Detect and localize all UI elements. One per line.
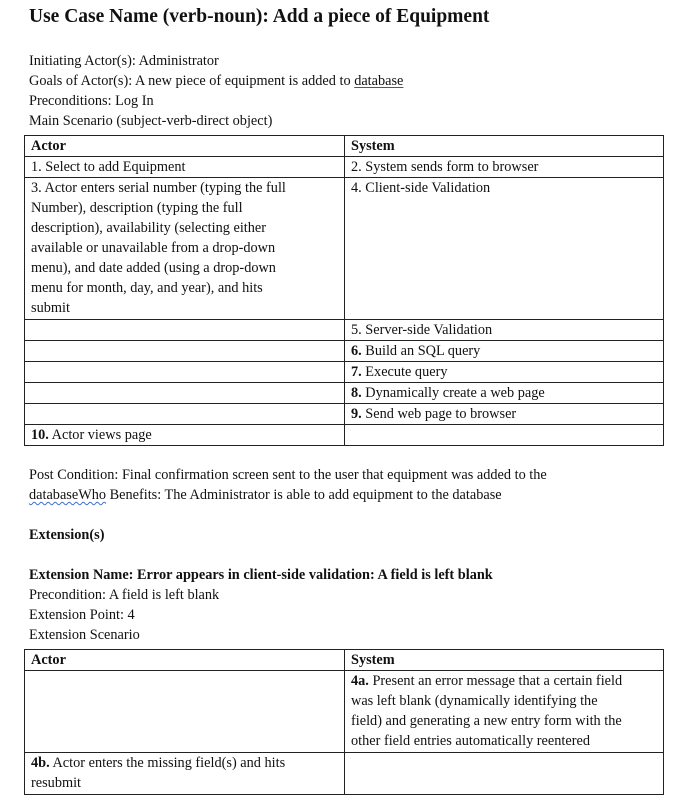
step-text: Dynamically create a web page (361, 385, 545, 401)
actor-step-10 (25, 425, 345, 446)
step-4a-line: field) and generating a new entry form with the (351, 713, 622, 729)
extension-precondition: Precondition: A field is left blank (29, 587, 220, 603)
initiating-actor: Initiating Actor(s): Administrator (29, 53, 219, 69)
extension-scenario-table (24, 649, 664, 795)
actor-header: Actor (25, 650, 345, 671)
step-number: 9. (351, 406, 362, 422)
empty-system-cell (345, 425, 664, 446)
table-row (25, 341, 664, 362)
empty-actor-cell (25, 341, 345, 362)
actor-step-3-line: menu for month, day, and year), and hits (31, 280, 263, 296)
step-4b-line: resubmit (31, 775, 82, 791)
empty-actor-cell (25, 362, 345, 383)
step-number: 4b. (31, 755, 50, 771)
post-condition-line-1: Post Condition: Final confirmation screen sent to the user that equipment was added to the (29, 467, 547, 483)
actor-step-3-line: submit (31, 300, 70, 316)
table-row (25, 671, 664, 753)
empty-actor-cell (25, 404, 345, 425)
system-step-9 (345, 404, 664, 425)
use-case-title: Use Case Name (verb-noun): Add a piece of Equipment (29, 6, 490, 27)
actor-step-3-line: Number), description (typing the full (31, 200, 243, 216)
empty-actor-cell (25, 671, 345, 753)
actor-step-3-line: description), availability (selecting either (31, 220, 267, 236)
main-scenario-table (24, 135, 664, 446)
actor-header: Actor (25, 136, 345, 157)
actor-step-3 (25, 178, 345, 320)
step-number: 4a. (351, 673, 369, 689)
system-step-2: 2. System sends form to browser (345, 157, 664, 178)
extensions-heading: Extension(s) (29, 527, 105, 543)
step-4a-line (351, 671, 663, 691)
table-row (25, 425, 664, 446)
extension-point: Extension Point: 4 (29, 607, 135, 623)
step-text: Execute query (361, 364, 448, 380)
table-header-row (25, 136, 664, 157)
table-row (25, 320, 664, 341)
step-4a-line: was left blank (dynamically identifying the (351, 693, 598, 709)
database-link[interactable]: database (354, 73, 404, 89)
actor-step-3-line: 3. Actor enters serial number (typing the full (31, 180, 286, 196)
system-step-4: 4. Client-side Validation (345, 178, 664, 320)
system-step-6 (345, 341, 664, 362)
table-header-row (25, 650, 664, 671)
main-scenario-label: Main Scenario (subject-verb-direct object) (29, 113, 273, 129)
system-step-7 (345, 362, 664, 383)
goals-of-actor (29, 73, 403, 90)
extension-scenario-label: Extension Scenario (29, 627, 140, 643)
system-step-5: 5. Server-side Validation (345, 320, 664, 341)
table-row (25, 383, 664, 404)
goals-text: Goals of Actor(s): A new piece of equipment is added to (29, 73, 355, 89)
step-text: Build an SQL query (361, 343, 481, 359)
empty-actor-cell (25, 320, 345, 341)
step-number: 10. (31, 427, 49, 443)
table-row (25, 753, 664, 795)
empty-system-cell (345, 753, 664, 795)
step-number: 7. (351, 364, 362, 380)
step-number: 6. (351, 343, 362, 359)
post-condition-line-2 (29, 487, 502, 504)
step-text: Actor views page (48, 427, 152, 443)
system-step-4a (345, 671, 664, 753)
system-step-8 (345, 383, 664, 404)
table-row (25, 157, 664, 178)
step-4b-line (31, 753, 344, 773)
system-header: System (345, 136, 664, 157)
table-row (25, 178, 664, 320)
step-number: 8. (351, 385, 362, 401)
preconditions: Preconditions: Log In (29, 93, 154, 109)
table-row (25, 362, 664, 383)
spellcheck-word: databaseWho (29, 487, 107, 503)
step-text: Actor enters the missing field(s) and hits (49, 755, 286, 771)
system-header: System (345, 650, 664, 671)
actor-step-4b (25, 753, 345, 795)
actor-step-3-line: available or unavailable from a drop-down (31, 240, 276, 256)
actor-step-1: 1. Select to add Equipment (25, 157, 345, 178)
empty-actor-cell (25, 383, 345, 404)
step-text: Send web page to browser (361, 406, 517, 422)
step-text: Present an error message that a certain field (368, 673, 623, 689)
actor-step-3-line: menu), and date added (using a drop-down (31, 260, 276, 276)
who-benefits-text: Benefits: The Administrator is able to add equipment to the database (106, 487, 502, 503)
step-4a-line: other field entries automatically reentered (351, 733, 590, 749)
table-row (25, 404, 664, 425)
extension-name: Extension Name: Error appears in client-side validation: A field is left blank (29, 567, 493, 583)
